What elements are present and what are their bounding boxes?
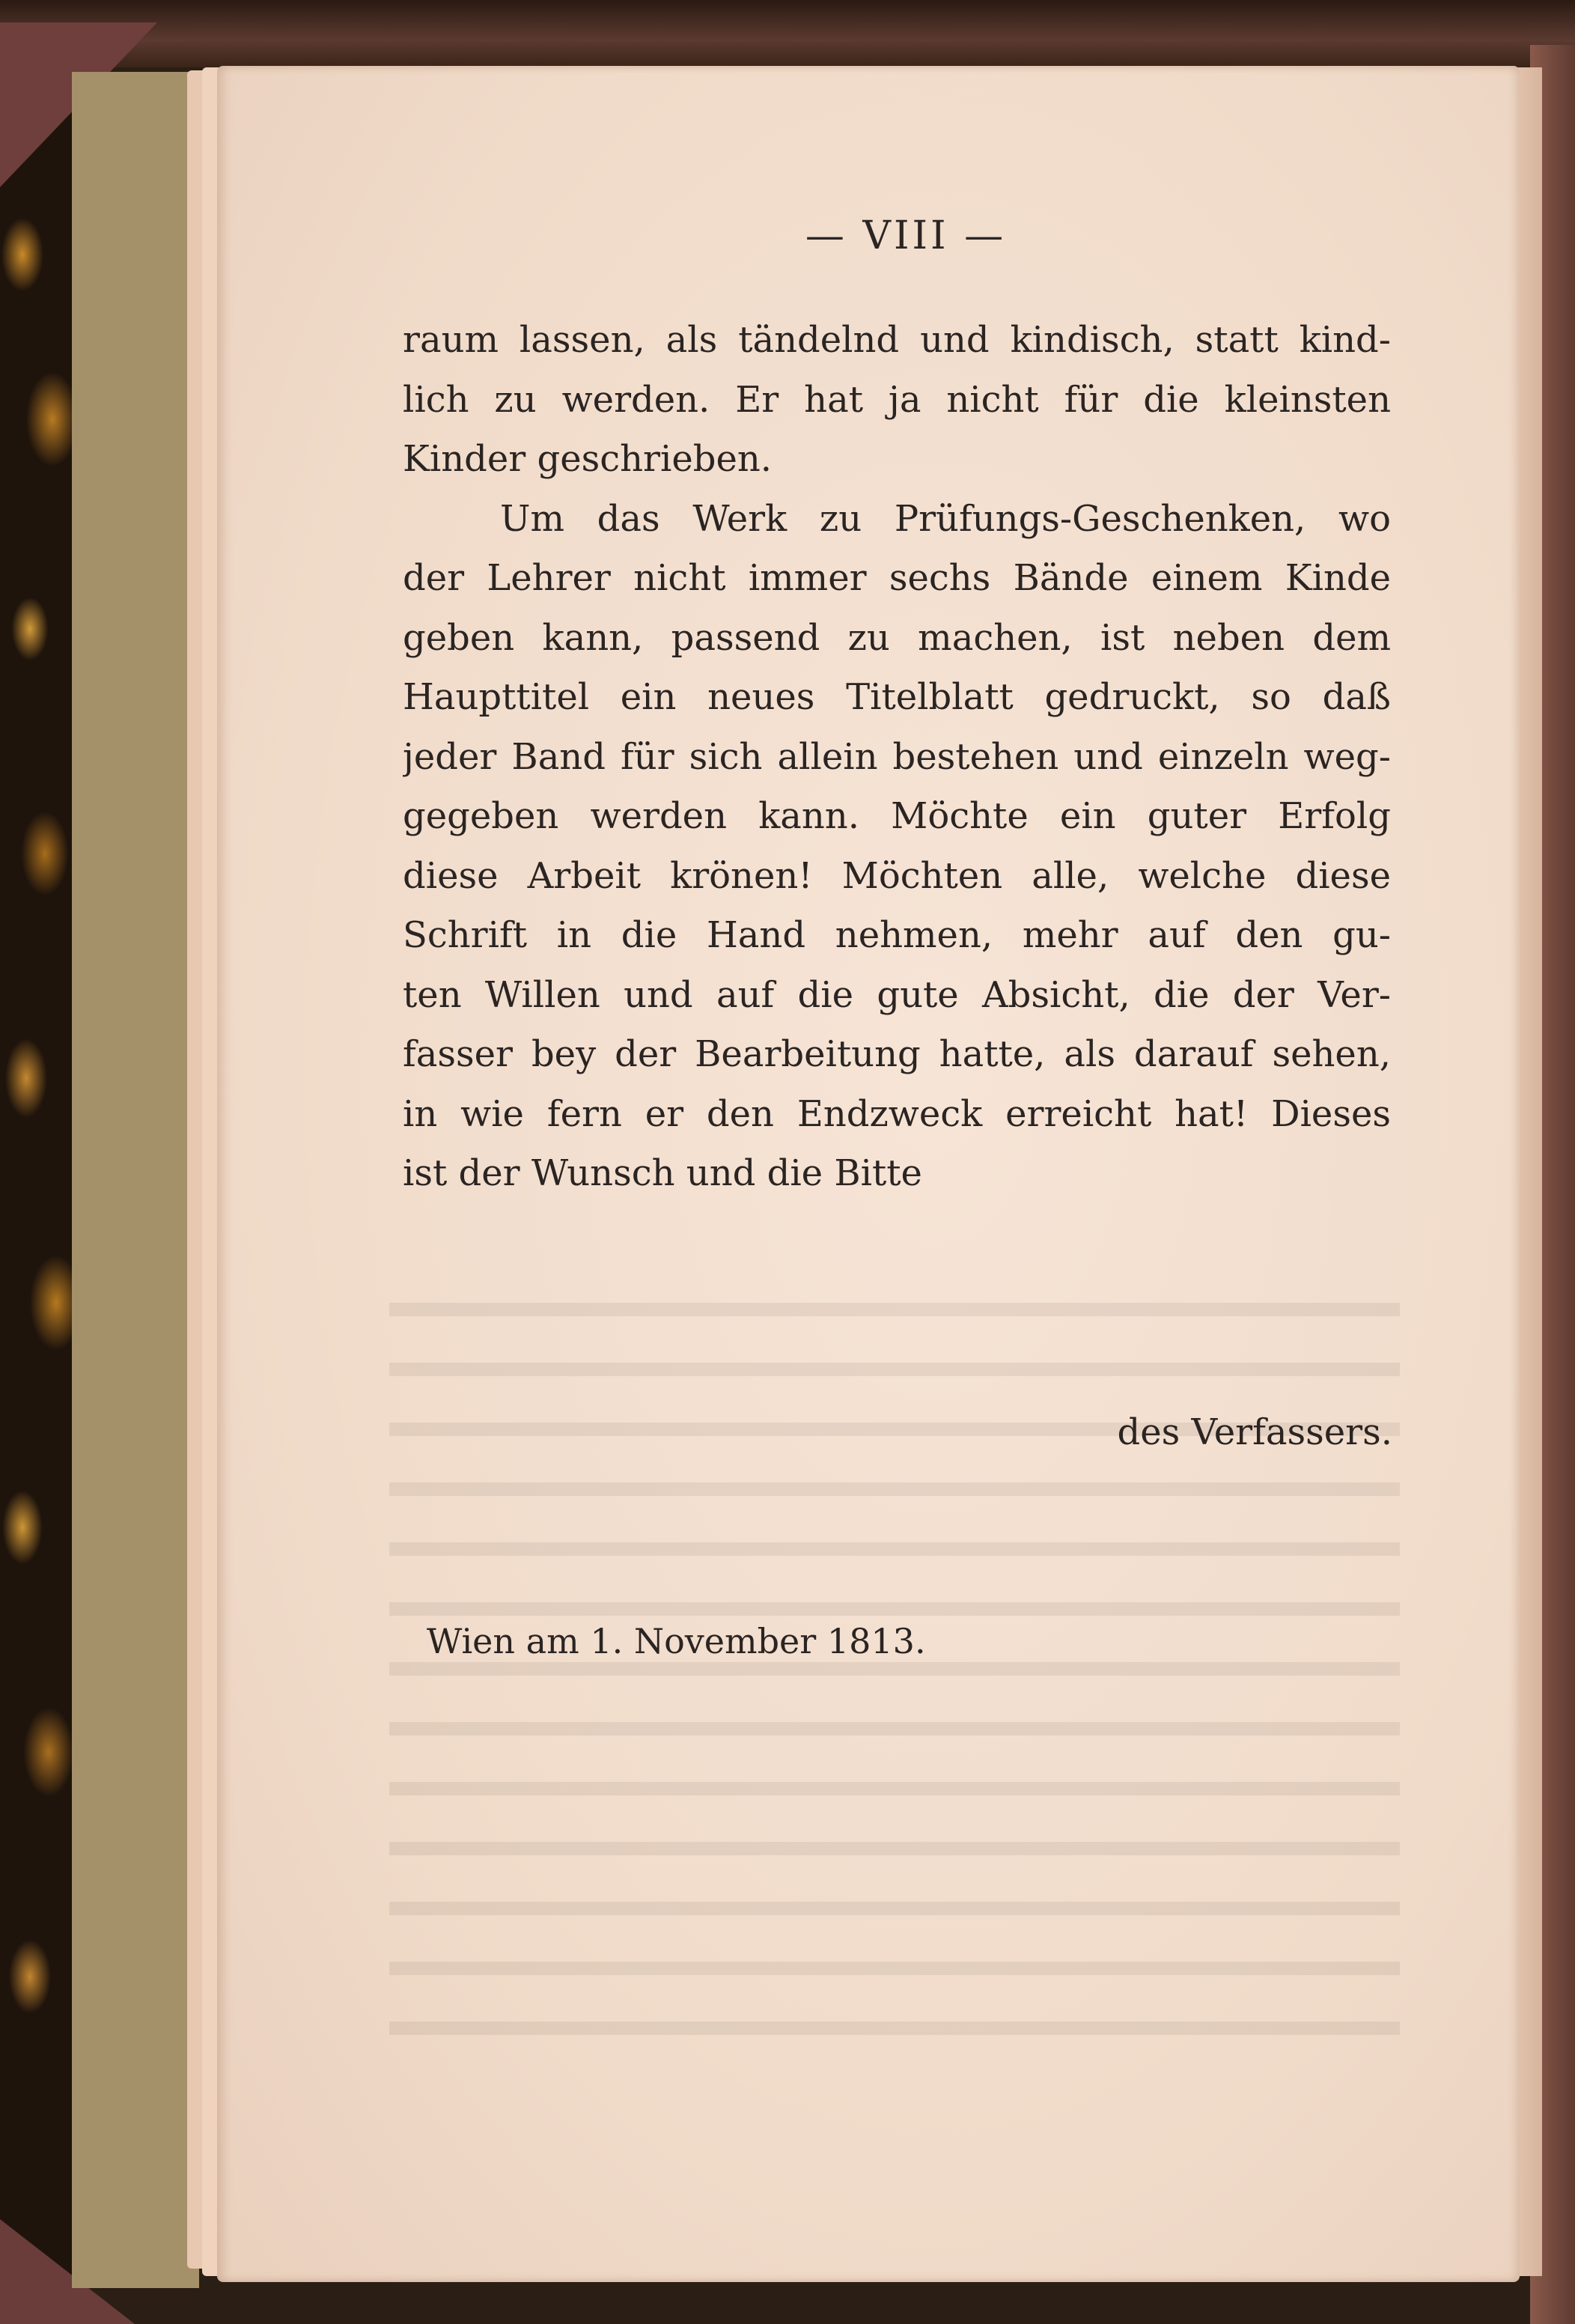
page-number-header: — VIII —: [805, 213, 1007, 258]
marbled-cover: [0, 30, 82, 2324]
text-line: der Lehrer nicht immer sechs Bände einem Kinde: [403, 557, 1391, 599]
text-line: in wie fern er den Endzweck erreicht hat! Dieses: [403, 1092, 1391, 1135]
text-line: Kinder geschrieben.: [403, 438, 773, 480]
text-line: gegeben werden kann. Möchte ein guter Erfolg: [403, 795, 1391, 837]
text-line: jeder Band für sich allein bestehen und einzeln weg-: [403, 735, 1391, 778]
text-line: raum lassen, als tändelnd und kindisch, statt kind-: [403, 319, 1391, 361]
text-line: Schrift in die Hand nehmen, mehr auf den gu-: [403, 914, 1391, 956]
text-line: fasser bey der Bearbeitung hatte, als darauf sehen,: [403, 1033, 1391, 1075]
bleed-through-text: [389, 1273, 1400, 2081]
endpaper-board: [72, 72, 199, 2288]
book-cover-top: [0, 0, 1575, 67]
text-line: diese Arbeit krönen! Möchten alle, welche diese: [403, 854, 1391, 897]
text-line: lich zu werden. Er hat ja nicht für die kleinsten: [403, 378, 1391, 421]
author-signature: des Verfassers.: [1117, 1411, 1392, 1453]
text-line: Haupttitel ein neues Titelblatt gedruckt, so daß: [403, 676, 1391, 718]
text-line: geben kann, passend zu machen, ist neben dem: [403, 616, 1391, 659]
place-date-line: Wien am 1. November 1813.: [427, 1621, 926, 1661]
body-paragraph: [403, 311, 1391, 1204]
text-line: ist der Wunsch und die Bitte: [403, 1152, 922, 1194]
text-line: ten Willen und auf die gute Absicht, die der Ver-: [403, 973, 1391, 1016]
text-line: Um das Werk zu Prüfungs-Geschenken, wo: [500, 497, 1391, 540]
